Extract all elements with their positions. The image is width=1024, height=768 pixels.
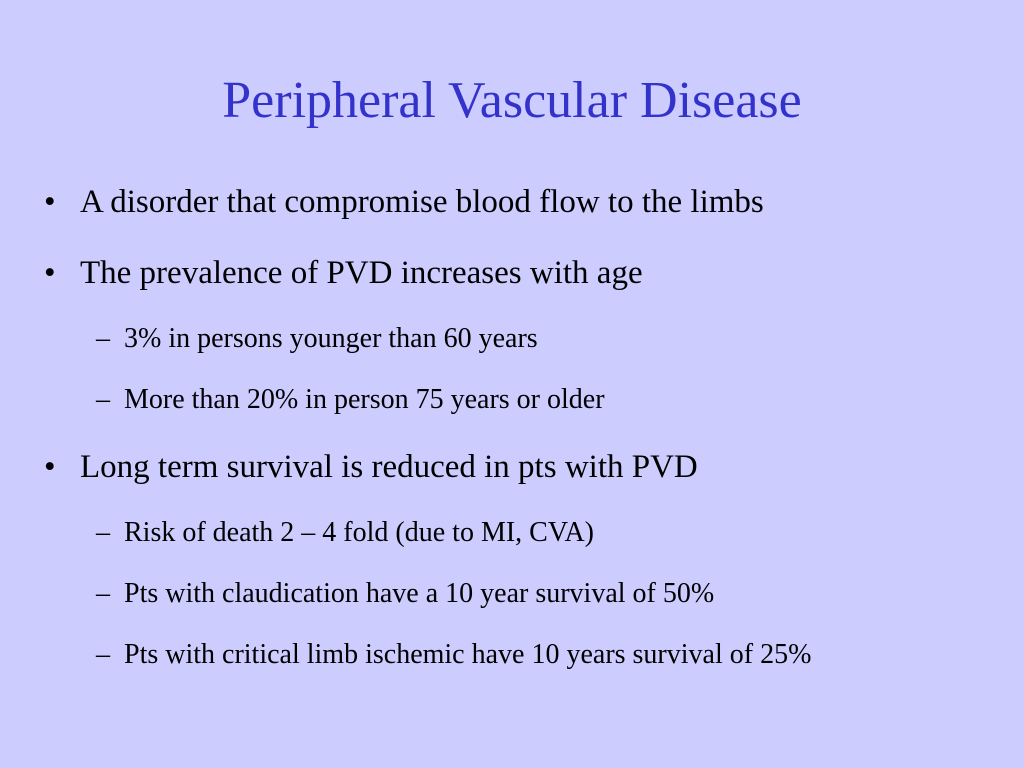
bullet-marker: • (44, 255, 56, 291)
bullet-text: A disorder that compromise blood flow to the limbs (80, 184, 764, 220)
dash-marker: – (96, 578, 110, 609)
dash-marker: – (96, 517, 110, 548)
sub-bullet-text: Pts with critical limb ischemic have 10 years survival of 25% (124, 639, 812, 670)
bullet-marker: • (44, 449, 56, 485)
bullet-text: Long term survival is reduced in pts with PVD (80, 449, 698, 485)
bullet-item (44, 182, 764, 222)
bullet-text: The prevalence of PVD increases with age (80, 255, 643, 291)
dash-marker: – (96, 639, 110, 670)
sub-bullet-text: Risk of death 2 – 4 fold (due to MI, CVA) (124, 517, 594, 548)
bullet-marker: • (44, 184, 56, 220)
sub-bullet-item (96, 638, 812, 672)
slide-title: Peripheral Vascular Disease (222, 72, 802, 129)
bullet-item (44, 253, 643, 293)
sub-bullet-text: More than 20% in person 75 years or older (124, 384, 605, 415)
sub-bullet-item (96, 577, 715, 611)
bullet-item (44, 447, 698, 487)
dash-marker: – (96, 323, 110, 354)
sub-bullet-text: Pts with claudication have a 10 year survival of 50% (124, 578, 715, 609)
sub-bullet-item (96, 322, 538, 356)
sub-bullet-item (96, 383, 605, 417)
sub-bullet-item (96, 516, 594, 550)
dash-marker: – (96, 384, 110, 415)
sub-bullet-text: 3% in persons younger than 60 years (124, 323, 538, 354)
